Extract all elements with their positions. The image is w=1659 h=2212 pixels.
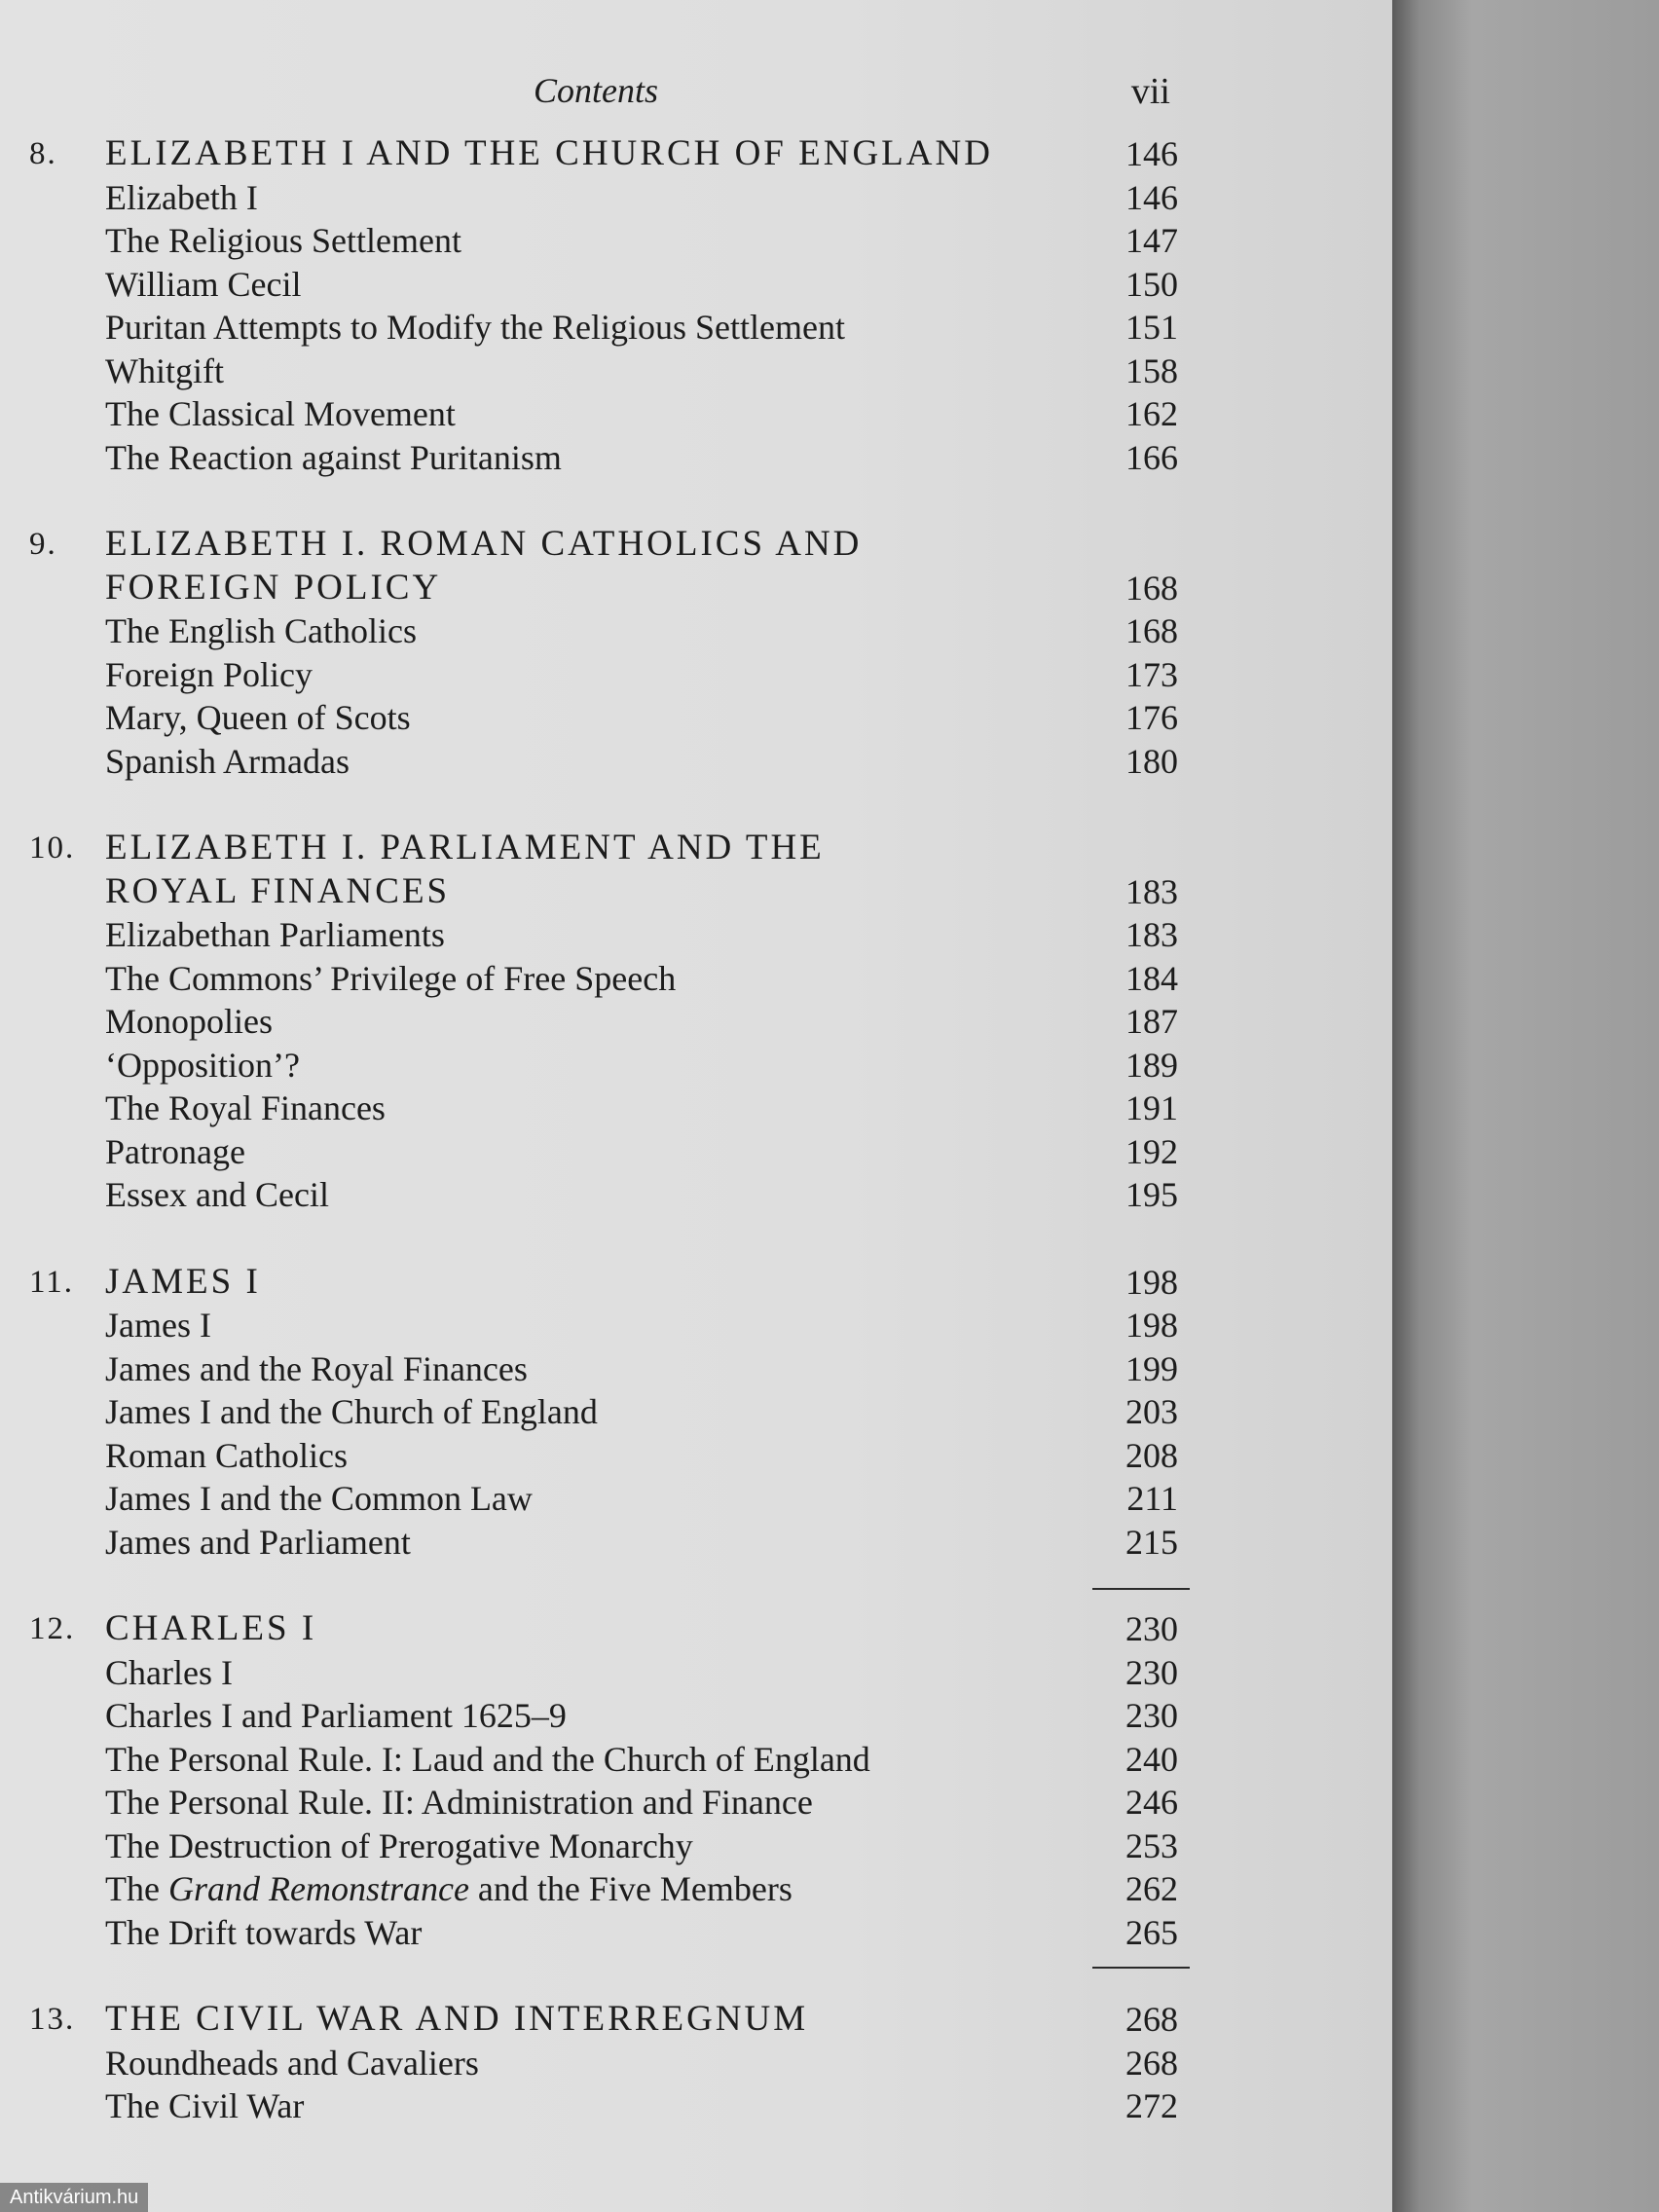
section-row [0, 1044, 1198, 1088]
chapter-page: 183 [1125, 871, 1178, 911]
section-row [0, 2084, 1198, 2128]
section-title: James and Parliament [105, 1522, 411, 1562]
section-title: Patronage [105, 1131, 245, 1171]
section-page: 208 [1125, 1435, 1178, 1475]
section-title: The Drift towards War [105, 1912, 423, 1952]
section-title: Puritan Attempts to Modify the Religious Settlement [105, 308, 845, 347]
chapter-heading-row [0, 870, 1198, 914]
section-title: Monopolies [105, 1002, 274, 1041]
section-title: The Classical Movement [105, 394, 456, 433]
section-row [0, 2042, 1198, 2085]
chapter-title: CHARLES I [105, 1608, 317, 1648]
section-page: 198 [1125, 1306, 1178, 1345]
section-title: Whitgift [105, 350, 224, 390]
chapter-entry [0, 827, 1198, 1217]
section-row [0, 609, 1198, 653]
section-page: 211 [1126, 1479, 1178, 1518]
section-page: 162 [1125, 394, 1178, 433]
chapter-title: THE CIVIL WAR AND INTERREGNUM [105, 1999, 809, 2039]
section-title: The English Catholics [105, 611, 417, 650]
section-title: Elizabethan Parliaments [105, 915, 445, 954]
section-row [0, 653, 1198, 697]
page-number: vii [1130, 71, 1170, 112]
section-page: 203 [1125, 1392, 1178, 1431]
section-row [0, 1390, 1198, 1434]
section-row [0, 1304, 1198, 1347]
section-page: 195 [1125, 1175, 1178, 1214]
section-title: James and the Royal Finances [105, 1348, 528, 1388]
section-title: Mary, Queen of Scots [105, 698, 411, 737]
chapter-spacer [0, 1217, 1198, 1261]
section-title: James I and the Church of England [105, 1392, 598, 1431]
chapter-heading-row [0, 1261, 1198, 1305]
pencil-mark [1092, 1967, 1190, 1969]
section-row [0, 306, 1198, 350]
section-title: Essex and Cecil [105, 1175, 329, 1214]
section-row [0, 436, 1198, 480]
book-gutter [1392, 0, 1659, 2212]
chapter-number: 8. [29, 136, 57, 171]
section-row [0, 696, 1198, 740]
section-page: 230 [1125, 1652, 1178, 1692]
section-title: Roundheads and Cavaliers [105, 2043, 479, 2083]
section-page: 151 [1125, 308, 1178, 347]
section-page: 192 [1125, 1131, 1178, 1171]
section-row [0, 1781, 1198, 1825]
section-page: 146 [1125, 177, 1178, 217]
chapter-entry [0, 1261, 1198, 1565]
section-title: The Religious Settlement [105, 221, 461, 260]
chapter-heading-row [0, 523, 1198, 567]
section-row [0, 176, 1198, 220]
italic-term: Grand Remonstrance [167, 1869, 469, 1908]
section-page: 199 [1125, 1348, 1178, 1388]
section-row [0, 1867, 1198, 1911]
chapter-title: ELIZABETH I. ROMAN CATHOLICS AND [105, 524, 863, 564]
chapter-number: 9. [29, 527, 57, 562]
chapter-heading-row [0, 1998, 1198, 2042]
chapter-entry [0, 523, 1198, 783]
chapter-spacer [0, 479, 1198, 523]
chapter-entry [0, 1998, 1198, 2128]
section-row [0, 392, 1198, 436]
section-title: The Personal Rule. I: Laud and the Church of England [105, 1739, 870, 1779]
chapter-title: ELIZABETH I. PARLIAMENT AND THE [105, 828, 825, 867]
chapter-page: 168 [1125, 568, 1178, 608]
section-page: 173 [1125, 654, 1178, 694]
chapter-spacer [0, 1564, 1198, 1607]
section-page: 230 [1125, 1696, 1178, 1735]
section-title: Charles I [105, 1652, 233, 1692]
section-page: 158 [1125, 350, 1178, 390]
chapter-page: 198 [1125, 1262, 1178, 1302]
pencil-mark [1092, 1588, 1190, 1590]
section-page: 168 [1125, 611, 1178, 650]
section-title: The Reaction against Puritanism [105, 437, 562, 477]
section-title: James I [105, 1306, 211, 1345]
section-row [0, 957, 1198, 1001]
chapter-title: ELIZABETH I AND THE CHURCH OF ENGLAND [105, 133, 993, 173]
chapter-entry [0, 1607, 1198, 1954]
chapter-title: FOREIGN POLICY [105, 567, 442, 608]
section-page: 240 [1125, 1739, 1178, 1779]
section-title: The Royal Finances [105, 1088, 386, 1127]
section-page: 191 [1125, 1088, 1178, 1127]
section-title: The Commons’ Privilege of Free Speech [105, 958, 677, 998]
section-title: James I and the Common Law [105, 1479, 533, 1518]
section-row [0, 1130, 1198, 1174]
section-title: Roman Catholics [105, 1435, 348, 1475]
section-page: 183 [1125, 915, 1178, 954]
section-row [0, 1651, 1198, 1695]
section-row [0, 350, 1198, 393]
section-title: Foreign Policy [105, 654, 313, 694]
section-page: 262 [1125, 1869, 1178, 1908]
section-page: 272 [1125, 2086, 1178, 2125]
section-row [0, 1911, 1198, 1955]
section-row [0, 1477, 1198, 1521]
watermark: Antikvárium.hu [0, 2183, 148, 2212]
chapter-title: JAMES I [105, 1261, 261, 1302]
section-row [0, 219, 1198, 263]
chapter-number: 13. [29, 2002, 76, 2037]
section-row [0, 1000, 1198, 1044]
section-title: The Destruction of Prerogative Monarchy [105, 1825, 693, 1865]
section-row [0, 1347, 1198, 1391]
section-row [0, 1694, 1198, 1738]
section-page: 147 [1125, 221, 1178, 260]
section-row [0, 1521, 1198, 1565]
section-page: 166 [1125, 437, 1178, 477]
chapter-heading-row [0, 132, 1198, 176]
section-page: 150 [1125, 264, 1178, 304]
section-title: The Grand Remonstrance and the Five Members [105, 1869, 793, 1908]
section-page: 215 [1125, 1522, 1178, 1562]
chapter-heading-row [0, 827, 1198, 870]
section-row [0, 740, 1198, 784]
chapter-page: 268 [1125, 2000, 1178, 2039]
section-page: 268 [1125, 2043, 1178, 2083]
chapter-title: ROYAL FINANCES [105, 870, 451, 911]
section-row [0, 1738, 1198, 1782]
chapter-heading-row [0, 567, 1198, 610]
section-page: 189 [1125, 1045, 1178, 1085]
section-title: The Personal Rule. II: Administration and Finance [105, 1783, 813, 1822]
chapter-number: 11. [29, 1264, 75, 1300]
section-row [0, 1434, 1198, 1478]
section-page: 176 [1125, 698, 1178, 737]
section-title: William Cecil [105, 264, 302, 304]
section-page: 265 [1125, 1912, 1178, 1952]
section-page: 184 [1125, 958, 1178, 998]
section-row [0, 263, 1198, 307]
section-row [0, 913, 1198, 957]
section-title: The Civil War [105, 2086, 305, 2125]
section-title: Spanish Armadas [105, 741, 350, 781]
chapter-spacer [0, 1954, 1198, 1998]
chapter-spacer [0, 783, 1198, 827]
section-row [0, 1087, 1198, 1130]
chapter-heading-row [0, 1607, 1198, 1651]
section-page: 246 [1125, 1783, 1178, 1822]
chapter-page: 146 [1125, 134, 1178, 173]
section-page: 187 [1125, 1002, 1178, 1041]
running-head-title: Contents [534, 71, 659, 110]
section-title: ‘Opposition’? [105, 1045, 300, 1085]
section-title: Charles I and Parliament 1625–9 [105, 1696, 567, 1735]
section-row [0, 1173, 1198, 1217]
section-page: 180 [1125, 741, 1178, 781]
section-page: 253 [1125, 1825, 1178, 1865]
table-of-contents [0, 132, 1198, 2128]
running-head [0, 70, 1198, 119]
section-title: Elizabeth I [105, 177, 258, 217]
chapter-entry [0, 132, 1198, 479]
chapter-page: 230 [1125, 1609, 1178, 1648]
section-row [0, 1825, 1198, 1868]
chapter-number: 12. [29, 1611, 76, 1646]
chapter-number: 10. [29, 830, 76, 866]
